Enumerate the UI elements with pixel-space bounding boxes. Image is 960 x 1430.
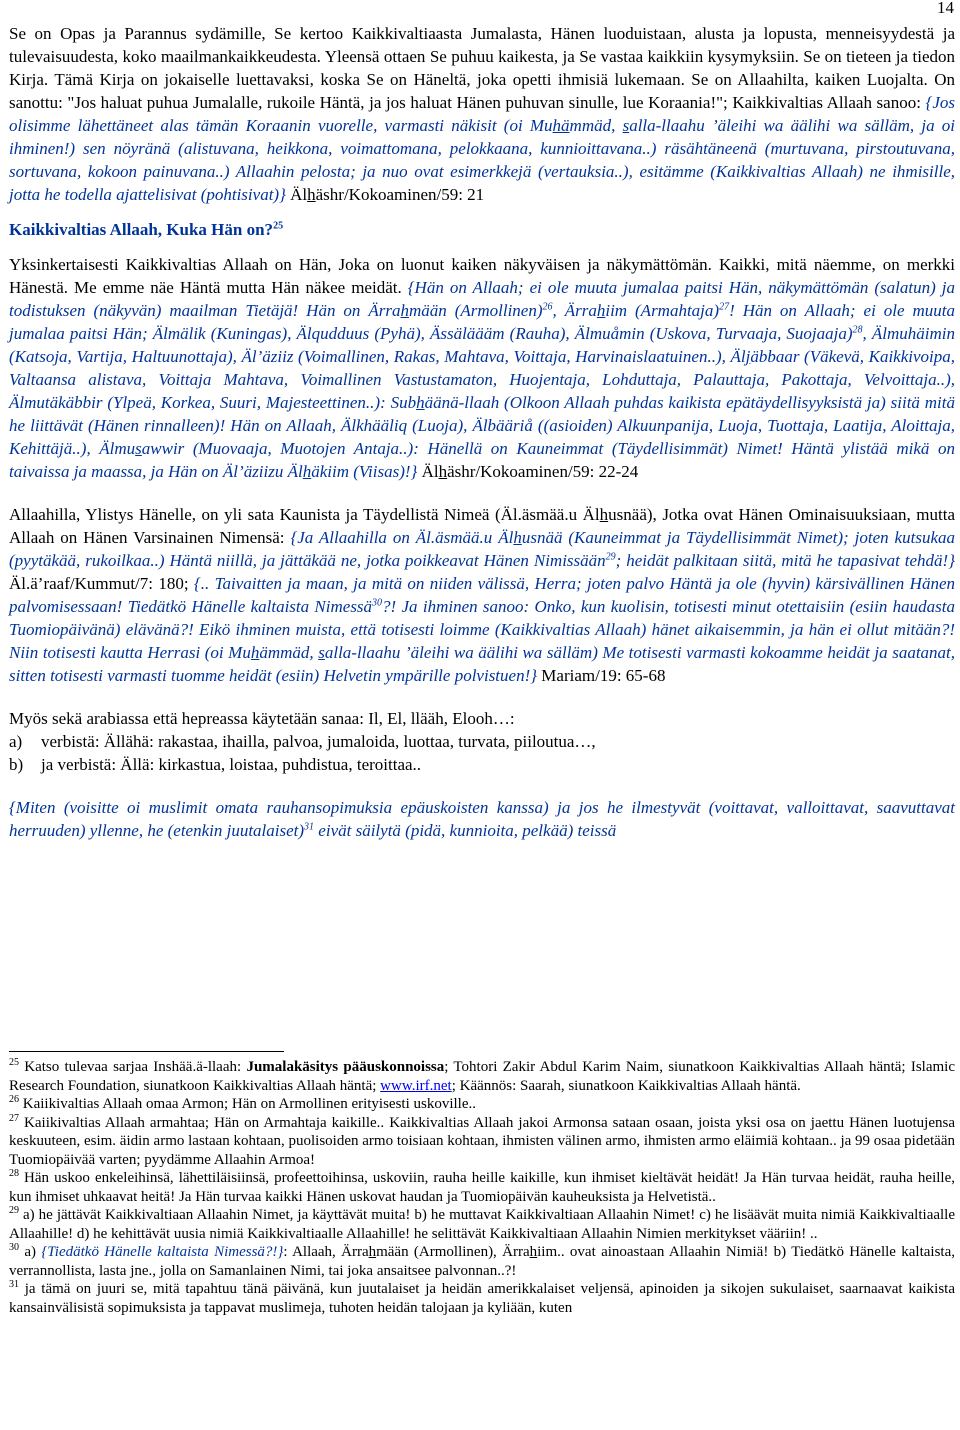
paragraph-beautiful-names: Allaahilla, Ylistys Hänelle, on yli sata Kaunista ja Täydellistä Nimeä (Äl.äsmää.u Älhusnää), Jotka ovat Hänen Ominaisuuksiaan, mutta Allaah on Hänen Varsinainen Nimensä: {Ja Allaahilla on Äl.äsmää.u Älhusnää (Kauneimmat ja Täydellisimmät Nimet); joten kutsukaa (pyytäkää, rukoilkaa..) Häntä niillä, ja jättäkää ne, jotka poikkeavat Hänen Nimissään$^{29}$; heidät palkitaan siitä, mitä he tapasivat tehdä!} Äl.ä’raaf/Kummut/7: 180; {.. Taivaitten ja maan, ja mitä on niiden välissä, Herra; joten palvo Häntä ja ole (hyvin) kärsivällinen Hänen palvomisessaan! Tiedätkö Hänelle kaltaista Nimessä$^{30}$?! Ja ihminen sanoo: Onko, kun kuolisin, totisesti minut otettaisiin (esiin haudasta Tuomiopäivänä) elävänä?! Eikö ihminen muista, että totisesti loimme (Kaikkivaltias Allaah) hänet aikaisemmin, ja hän ei ollut mitään?! Niin totisesti kautta Herrasi (oi Muhämmäd, salla-llaahu ’äleihi wa äälihi wa sälläm) Me totisesti varmasti kokoamme heidät ja saatanat, sitten totisesti varmasti tuomme heidät (esiin) Helvetin ympärille polvistuen!} Mariam/19: 65-68 bbox=[9, 505, 956, 685]
list-item-a: a) verbistä: Ällähä: rakastaa, ihailla, palvoa, jumaloida, luottaa, turvata, piiloutua…, bbox=[9, 732, 596, 751]
page-number: 14 bbox=[937, 0, 954, 17]
footnote-ref-25: 25 bbox=[273, 220, 284, 232]
paragraph-who-is-allaah: Yksinkertaisesti Kaikkivaltias Allaah on Hän, Joka on luonut kaiken näkyväisen ja näkymättömän. Kaikki, mitä näemme, on merkki Hänestä. Me emme näe Häntä mutta Hän näkee meidät. {Hän on Allaah; ei ole muuta jumalaa paitsi Hän, näkymättömän (salatun) ja todistuksen (näkyvän) maailman Tietäjä! Hän on Ärrahmään (Armollinen)$^{26}$, Ärrahiim (Armahtaja)$^{27}$! Hän on Allaah; ei ole muuta jumalaa paitsi Hän; Älmälik (Kuningas), Älqudduus (Pyhä), Ässäläääm (Rauha), Älmuåmin (Uskova, Turvaaja, Suojaaja)$^{28}$, Älmuhäimin (Katsoja, Vartija, Haltuunottaja), Äl’äziiz (Voimallinen, Rakas, Mahtava, Voittaja, Harvinaislaatuinen..), Äljäbbaar (Väkevä, Kaikkivoipa, Valtaansa alistava, Voittaja Mahtava, Voimallinen Vastustamaton, Huojentaja, Lohduttaja, Palauttaja, Pakottaja, Velvoittaja..), Älmutäkäbbir (Ylpeä, Korkea, Suuri, Majesteettinen..): Subhäänä-llaah (Olkoon Allaah puhdas kaikista epätäydellisyyksistä ja) siitä mitä he liittävät (Hänen rinnalleen)! Hän on Allaah, Älkhääliq (Luoja), Älbääriå ((asioiden) Alkuunpanija, Luoja, Tuottaja, Laatija, Aloittaja, Kehittäjä..), Älmusawwir (Muovaaja, Muotojen Antaja..): Hänellä on Kauneimmat (Täydellisimmät) Nimet! Häntä ylistää mikä on taivaissa ja maassa, ja Hän on Äl’äziizu Älhäkiim (Viisas)!} Älhäshr/Kokoaminen/59: 22-24 bbox=[9, 255, 955, 481]
main-text bbox=[9, 22, 955, 842]
footnote-25: $^{25}$ Katso tulevaa sarjaa Inshää.ä-llaah: Jumalakäsitys pääuskonnoissa; Tohtori Zakir Abdul Karim Naim, siunatkoon Kaikkivaltias Allaah häntä; Islamic Research Foundation, siunatkoon Kaikkivaltias Allaah häntä; www.irf.net; Käännös: Saarah, siunatkoon Kaikkivaltias Allaah häntä. bbox=[9, 1057, 955, 1094]
footnote-ref-28: 28 bbox=[852, 324, 863, 336]
footnote-30: $^{30}$ a) {Tiedätkö Hänelle kaltaista Nimessä?!}: Allaah, Ärrahmään (Armollinen), Ärrahiim.. ovat ainoastaan Allaahin Nimiä! b) Tiedätkö Hänelle kaltaista, verrannollista, lasta jne., jolla on Samanlainen Nimi, tai joka ansaitsee palvonnan..?! bbox=[9, 1242, 955, 1279]
footnote-divider bbox=[9, 1051, 284, 1052]
footnote-ref-26: 26 bbox=[542, 301, 553, 313]
footnote-27: $^{27}$ Kaiikivaltias Allaah armahtaa; Hän on Armahtaja kaikille.. Kaikkivaltias Allaah jakoi Armonsa sataan osaan, joista yksi osa on jaettu Hänen luotujensa keskuuteen, esim. äidin armo lastaan kohtaan, puolisoiden armo toisiaan kohtaan, ihmisten välinen armo, ihmisten armo eläimiä kohtaan.. ja 99 osaa pidetään Tuomiopäivää varten; pyydämme Allaahin Armoa! bbox=[9, 1112, 955, 1168]
footnotes bbox=[9, 1058, 955, 1317]
footnote-ref-30: 30 bbox=[372, 597, 383, 609]
quran-quote: {Hän on Allaah; ei ole muuta jumalaa paitsi Hän, näkymättömän (salatun) ja todistuksen (näkyvän) maailman Tietäjä! Hän on Ärrahmään (Armollinen)$^{26}$, Ärrahiim (Armahtaja)$^{27}$! Hän on Allaah; ei ole muuta jumalaa paitsi Hän; Älmälik (Kuningas), Älqudduus (Pyhä), Ässäläääm (Rauha), Älmuåmin (Uskova, Turvaaja, Suojaaja)$^{28}$, Älmuhäimin (Katsoja, Vartija, Haltuunottaja), Äl’äziiz (Voimallinen, Rakas, Mahtava, Voittaja, Harvinaislaatuinen..), Äljäbbaar (Väkevä, Kaikkivoipa, Valtaansa alistava, Voittaja Mahtava, Voimallinen Vastustamaton, Huojentaja, Lohduttaja, Palauttaja, Pakottaja, Velvoittaja..), Älmutäkäbbir (Ylpeä, Korkea, Suuri, Majesteettinen..): Subhäänä-llaah (Olkoon Allaah puhdas kaikista epätäydellisyyksistä ja) siitä mitä he liittävät (Hänen rinnalleen)! Hän on Allaah, Älkhääliq (Luoja), Älbääriå ((asioiden) Alkuunpanija, Luoja, Tuottaja, Laatija, Aloittaja, Kehittäjä..), Älmusawwir (Muovaaja, Muotojen Antaja..): Hänellä on Kauneimmat (Täydellisimmät) Nimet! Häntä ylistää mikä on taivaissa ja maassa, ja Hän on Äl’äziizu Älhäkiim (Viisas)!} bbox=[9, 278, 955, 481]
paragraph-arabic-hebrew: Myös sekä arabiassa että hepreassa käytetään sanaa: Il, El, llääh, Elooh…: bbox=[9, 709, 515, 728]
quran-quote: {.. Taivaitten ja maan, ja mitä on niiden välissä, Herra; joten palvo Häntä ja ole (hyvin) kärsivällinen Hänen palvomisessaan! Tiedätkö Hänelle kaltaista Nimessä$^{30}$?! Ja ihminen sanoo: Onko, kun kuolisin, totisesti minut otettaisiin (esiin haudasta Tuomiopäivänä) elävänä?! Eikö ihminen muista, että totisesti loimme (Kaikkivaltias Allaah) hänet aikaisemmin, ja hän ei ollut mitään?! Niin totisesti kautta Herrasi (oi Muhämmäd, salla-llaahu ’äleihi wa äälihi wa sälläm) Me totisesti varmasti kokoamme heidät ja saatanat, sitten totisesti varmasti tuomme heidät (esiin) Helvetin ympärille polvistuen!} bbox=[9, 574, 956, 685]
irf-link[interactable]: www.irf.net bbox=[380, 1077, 452, 1094]
quote-reference: Mariam/19: 65-68 bbox=[537, 666, 666, 685]
footnote-28: $^{28}$ Hän uskoo enkeleihinsä, lähettiläisiinsä, profeettoihinsa, uskoviin, rauha heille kaikille, kun ihmiset kieltävät heidät! Ja Hän turvaa heidät, rauha heille, kun ihmiset uhkaavat heitä! Ja Hän turvaa kaikki Hänen uskovat haudan ja Tuomiopäivän kauheuksista ja Helvetistä.. bbox=[9, 1168, 955, 1205]
footnote-26: $^{26}$ Kaiikivaltias Allaah omaa Armon; Hän on Armollinen erityisesti uskoville.. bbox=[9, 1094, 477, 1112]
list-item-b: b) ja verbistä: Ällä: kirkastua, loistaa, puhdistua, teroittaa.. bbox=[9, 755, 422, 774]
footnote-29: $^{29}$ a) he jättävät Kaikkivaltiaan Allaahin Nimet, ja käyttävät muita! b) he muttavat Kaikkivaltiaan Allaahin Nimet! c) he lisäävät muita nimiä Kaikkivaltiaalle Allaahille! d) he kehittävät uusia nimiä Kaikkivaltiaalle Allaahille! he selittävät Kaikkivaltiaan Allaahin Nimien merkitykset vääriin! .. bbox=[9, 1205, 955, 1242]
quote-reference: Älhäshr/Kokoaminen/59: 22-24 bbox=[417, 462, 639, 481]
quran-quote: {Ja Allaahilla on Äl.äsmää.u Älhusnää (Kauneimmat ja Täydellisimmät Nimet); joten kutsukaa (pyytäkää, rukoilkaa..) Häntä niillä, ja jättäkää ne, jotka poikkeavat Hänen Nimissään$^{29}$; heidät palkitaan siitä, mitä he tapasivat tehdä!} bbox=[9, 528, 956, 570]
footnote-ref-29: 29 bbox=[605, 551, 616, 563]
section-heading: Kaikkivaltias Allaah, Kuka Hän on?$^{25}$ bbox=[9, 220, 284, 239]
paragraph-quran-intro bbox=[9, 22, 955, 206]
footnote-ref-31: 31 bbox=[304, 821, 315, 833]
quran-quote: {Jos olisimme lähettäneet alas tämän Koraanin vuorelle, varmasti näkisit (oi Muhämmäd, salla-llaahu ’äleihi wa äälihi wa sälläm, ja oi ihminen!) sen nöyränä (alistuvana, heikkona, voimattomana, pelokkaana, kunnioittavana..) räsähtäneenä (murtuvana, pirstoutuvana, sortuvana, kokoon painuvana..) Allaahin pelosta; ja nuo ovat esimerkkejä (vertauksia..), esitämme (Kaikkivaltias Allaah) ne ihmisille, jotta he todella ajattelisivat (pohtisivat)} bbox=[9, 93, 956, 204]
paragraph-peace-treaties: {Miten (voisitte oi muslimit omata rauhansopimuksia epäuskoisten kanssa) ja jos he ilmestyvät (voittavat, valloittavat, saavuttavat herruuden) yllenne, he (etenkin juutalaiset)$^{31}$ eivät säilytä (pidä, kunnioita, pelkää) teissä bbox=[9, 798, 955, 840]
intro-text: Se on Opas ja Parannus sydämille, Se kertoo Kaikkivaltiaasta Jumalasta, Hänen luoduistaan, alusta ja lopusta, menneisyydestä ja tulevaisuudesta, koko maailmankaikkeudesta. Yleensä ottaen Se puhuu kaikesta, ja Se vastaa kaikkiin kysymyksiin. Se on tieteen ja tiedon Kirja. Tämä Kirja on jokaiselle luettavaksi, koska Se on Häneltä, joka opetti ihmisiä lukemaan. Se on Allaahilta, kaiken Luojalta. On sanottu: "Jos haluat puhua Jumalalle, rukoile Häntä, ja jos haluat Hänen puhuvan sinulle, lue Koraania!"; Kaikkivaltias Allaah sanoo: bbox=[9, 24, 955, 112]
footnote-31: $^{31}$ ja tämä on juuri se, mitä tapahtuu tänä päivänä, kun juutalaiset ja heidän amerikkalaiset veljensä, apinoiden ja sikojen sukulaiset, saarnaavat kaikista kansainvälisistä sopimuksista ja tappavat muslimeja, tuhoten heidän talojaan ja kyliään, kuten bbox=[9, 1279, 955, 1316]
quote-reference: Äl.ä’raaf/Kummut/7: 180; bbox=[9, 574, 194, 593]
footnote-ref-27: 27 bbox=[719, 301, 730, 313]
quote-reference: Älhäshr/Kokoaminen/59: 21 bbox=[285, 185, 485, 204]
